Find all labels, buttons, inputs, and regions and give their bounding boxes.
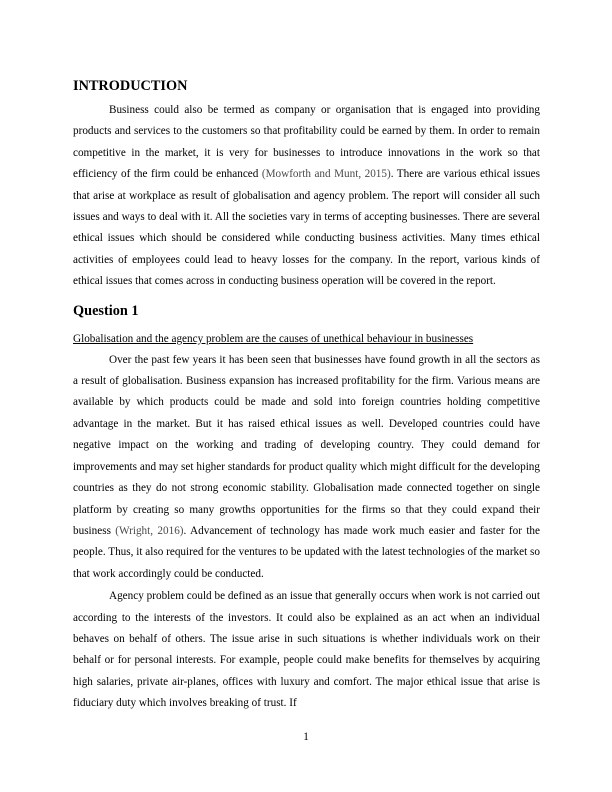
introduction-heading: INTRODUCTION [73,78,188,94]
page-number: 1 [303,731,309,743]
citation-wright: (Wright, 2016) [115,524,184,537]
globalisation-text-part-2: . Advancement of technology has made work much easier and faster for the people. Thus, it also required for the ventures to be updated with the latest technologies of the market so that work accordingly could be conducted. [73,524,540,580]
introduction-text-part-1: Business could also be termed as company or organisation that is engaged into providing products and services to the customers so that profitability could be earned by them. In order to remain competitive in the market, it is very for businesses to introduce innovations in the work so that efficiency of the firm could be enhanced [73,104,540,181]
question-1-subheading: Globalisation and the agency problem are the causes of unethical behaviour in businesses [73,332,474,345]
globalisation-paragraph [73,350,540,585]
citation-mowforth-munt: (Mowforth and Munt, 2015) [261,168,391,181]
introduction-text-part-2: . There are various ethical issues that arise at workplace as result of globalisation and agency problem. The report will consider all such issues and ways to deal with it. All the societies vary in terms of accepting businesses. There are several ethical issues which should be considered while conducting business activities. Many times ethical activities of employees could lead to heavy losses for the company. In the report, various kinds of ethical issues that comes across in conducting business operation will be covered in the report. [73,168,540,288]
page-content [73,76,540,715]
globalisation-text-part-1: Over the past few years it has been seen that businesses have found growth in all the sectors as a result of globalisation. Business expansion has increased profitability for the firm. Various means are available by which products could be made and sold into foreign countries holding competitive advantage in the market. But it has raised ethical issues as well. Developed countries could have negative impact on the working and trading of developing country. They could demand for improvements and may set higher standards for product quality which might difficult for the developing countries as they do not strong economic stability. Globalisation made connected together on single platform by creating so many growths opportunities for the firms so that they could expand their business [73,353,540,537]
agency-problem-paragraph: Agency problem could be defined as an issue that generally occurs when work is not carried out according to the interests of the investors. It could also be explained as an act when an individual behaves on behalf of others. The issue arise in such situations is whether individuals work on their behalf or for personal interests. For example, people could make benefits for themselves by acquiring high salaries, private air-planes, offices with luxury and comfort. The major ethical issue that arise is fiduciary duty which involves breaking of trust. If [73,590,540,710]
introduction-paragraph [73,100,540,293]
question-1-heading: Question 1 [73,302,139,319]
